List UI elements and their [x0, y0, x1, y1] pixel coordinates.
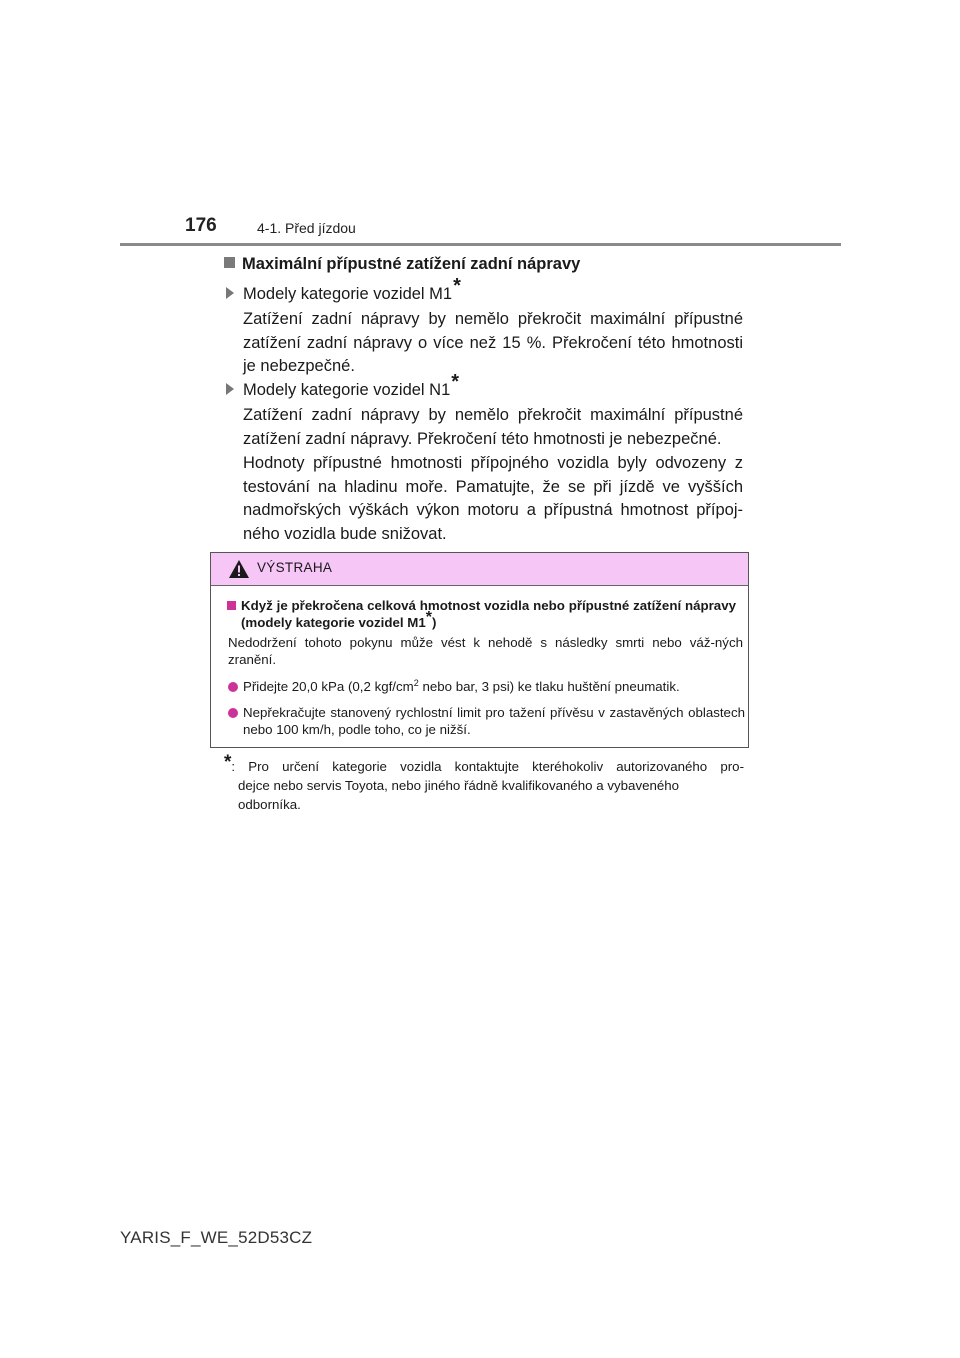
footnote-line-3: odborníka.: [238, 797, 301, 812]
warning-heading-part2: ): [431, 615, 437, 630]
footnote: [224, 752, 744, 814]
warning-heading-part1: Když je překročena celková hmotnost vozidla nebo přípustné zatížení nápravy (modely kategorie vozidel M1: [241, 598, 736, 630]
paragraph-n1: Zatížení zadní nápravy by nemělo překročit maximální přípustné zatížení zadní nápravy. Překročení této hmotnosti je nebezpečné.: [243, 406, 743, 448]
item-label-text: Modely kategorie vozidel N1: [243, 381, 451, 399]
header-divider: [120, 243, 841, 246]
item-label-text: Modely kategorie vozidel M1: [243, 285, 453, 303]
paragraph-m1: Zatížení zadní nápravy by nemělo překročit maximální přípustné zatížení zadní nápravy o více než 15 %. Překročení této hmotnosti je nebezpečné.: [243, 310, 743, 375]
item-label-m1: [226, 275, 461, 305]
triangle-bullet-icon: [226, 287, 234, 299]
document-code: YARIS_F_WE_52D53CZ: [120, 1228, 313, 1247]
warning-text: Nedodržení tohoto pokynu může vést k nehodě s následky smrti nebo váž-ných zranění.: [228, 635, 743, 667]
page-number: 176: [185, 215, 217, 236]
section-heading-text: Maximální přípustné zatížení zadní nápravy: [242, 255, 581, 273]
warning-bullet-1: [243, 678, 745, 697]
bullet-dot-icon: [228, 682, 238, 692]
chapter-title: 4-1. Před jízdou: [257, 220, 356, 236]
footnote-asterisk: *: [224, 752, 232, 773]
warning-heading-text: [241, 597, 736, 631]
warning-box: [210, 552, 749, 748]
asterisk-marker: *: [451, 371, 460, 393]
bullet-1-superscript: 2: [413, 678, 419, 688]
footnote-line-1: [224, 752, 744, 776]
warning-header: [211, 553, 748, 586]
asterisk-marker: *: [425, 609, 432, 626]
bullet-1-part2: nebo bar, 3 psi) ke tlaku huštění pneumatik.: [418, 679, 680, 694]
section-heading: [224, 255, 580, 274]
warning-title: VÝSTRAHA: [257, 560, 333, 575]
triangle-bullet-icon: [226, 383, 234, 395]
item-label-n1: [226, 371, 460, 401]
warning-bullet-2: Nepřekračujte stanovený rychlostní limit pro tažení přívěsu v zastavěných oblastech nebo 100 km/h, podle toho, co je nižší.: [243, 705, 745, 737]
footnote-line-2: dejce nebo servis Toyota, nebo jiného řádně kvalifikovaného a vybaveného: [238, 778, 680, 793]
square-bullet-icon: [224, 257, 235, 268]
footnote-line-1-text: : Pro určení kategorie vozidla kontaktujte kteréhokoliv autorizovaného pro-: [231, 759, 744, 774]
paragraph-towing: Hodnoty přípustné hmotnosti přípojného vozidla byly odvozeny z testování na hladinu moře. Pamatujte, že se při jízdě ve vyšších nadmořských výškách výkon motoru a přípustná hmotnost přípoj-ného vozidla bude snižovat.: [243, 454, 743, 543]
asterisk-marker: *: [453, 275, 461, 297]
bullet-dot-icon: [228, 708, 238, 718]
warning-triangle-icon: [228, 559, 250, 579]
warning-heading: [227, 597, 747, 631]
warning-square-bullet-icon: [227, 601, 236, 610]
bullet-1-part1: Přidejte 20,0 kPa (0,2 kgf/cm: [243, 679, 414, 694]
